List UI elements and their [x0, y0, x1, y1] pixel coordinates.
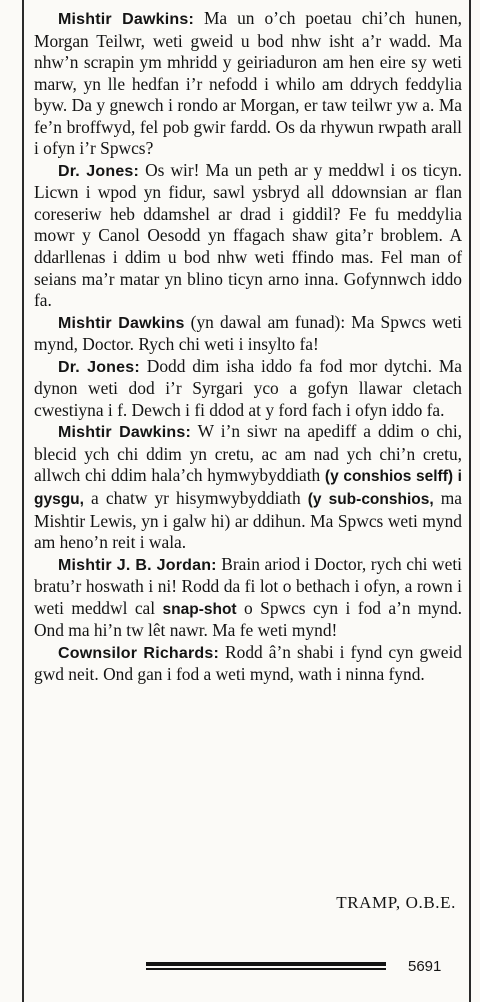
article-body	[34, 8, 462, 686]
dialogue-paragraph	[34, 554, 462, 642]
speaker-name: Mishtir J. B. Jordan:	[58, 556, 217, 574]
dialogue-paragraph	[34, 642, 462, 686]
dialogue-text: (yn dawal am funad): Ma Spwcs weti mynd, Doctor. Rych chi weti i insylto fa!	[34, 311, 462, 355]
speaker-name: Dr. Jones:	[58, 162, 140, 180]
dialogue-text: Rodd â’n shabi i fynd cyn gweid gwd neit. Ond gan i fod a weti mynd, wath i ninna fynd.	[34, 641, 462, 685]
dialogue-text: Os wir! Ma un peth ar y meddwl i os ticyn. Licwn i wpod yn fidur, sawl ysbryd all ddownsian ar flan coreseriw heb ddamshel ar drad i giddil? Fe fu meddylia mowr y Canol Oesodd yn ffagach shaw gita’r broblem. A ddarllenas i ddim u bod nhw weti ffindo mas. Fel man of seians ma’r matar yn blino ticyn arno inna. Gofynnwch iddo fa.	[34, 159, 462, 311]
speaker-name: Mishtir Dawkins	[58, 314, 185, 332]
emphasis-text: snap-shot	[162, 600, 237, 618]
end-rule	[146, 962, 386, 971]
dialogue-paragraph	[34, 160, 462, 312]
dialogue-text: Brain ariod i Doctor, rych chi weti bratu’r hoswath i ni! Rodd da fi lot o bethach i ofyn, a rown i weti meddwl cal	[34, 553, 462, 618]
dialogue-paragraph	[34, 356, 462, 422]
dialogue-text: Dodd dim isha iddo fa fod mor dytchi. Ma dynon weti dod i’r Syrgari yco a gofyn llawar cletach cwestiyna i f. Dewch i fi ddod at y ford fach i ofyn iddo fa.	[34, 355, 463, 420]
dialogue-paragraph	[34, 421, 462, 553]
speaker-name: Mishtir Dawkins:	[58, 424, 191, 442]
page-number: 5691	[408, 958, 442, 975]
dialogue-text: W i’n siwr na apediff a ddim o chi, blecid ych chi ddim yn cretu, ac am nad ych chi’n cretu, allwch chi ddim hala’ch hymwybyddiath	[34, 421, 463, 486]
end-rule-thick	[146, 962, 386, 966]
speaker-name: Dr. Jones:	[58, 358, 140, 376]
dialogue-paragraph	[34, 312, 462, 356]
dialogue-text: o Spwcs cyn i fod a’n mynd. Ond ma hi’n tw lêt nawr. Ma fe weti mynd!	[34, 597, 462, 641]
dialogue-paragraph	[34, 8, 462, 160]
signature: TRAMP, O.B.E.	[336, 893, 456, 912]
end-rule-thin	[146, 968, 386, 970]
emphasis-text: (y sub-conshios,	[307, 491, 434, 509]
speaker-name: Mishtir Dawkins:	[58, 11, 194, 28]
speaker-name: Cownsilor Richards:	[58, 644, 220, 662]
dialogue-text: a chatw yr hisymwybyddiath	[83, 488, 308, 509]
emphasis-text: (y conshios selff) i gysgu,	[34, 468, 462, 509]
dialogue-text: ma Mishtir Lewis, yn i galw hi) ar ddihun. Ma Spwcs weti mynd am heno’n reit i wala.	[34, 488, 463, 553]
dialogue-text: Ma un o’ch poetau chi’ch hunen, Morgan Teilwr, weti gweid u bod nhw isht a’r wadd. Ma nhw’n scrapin ym mhridd y geiriaduron am hen eire sy weti marw, yn lle hedfan i’r nefodd i whilo am ddrych feddylia byw. Da y gnewch i rondo ar Morgan, er taw teilwr yw a. Ma fe’n broffwyd, fel pob gwir fardd. Os da rhywun rwpath arall i ofyn i’r Spwcs?	[34, 8, 462, 159]
column-rule-right	[469, 0, 471, 1002]
column-rule-left	[22, 0, 24, 1002]
